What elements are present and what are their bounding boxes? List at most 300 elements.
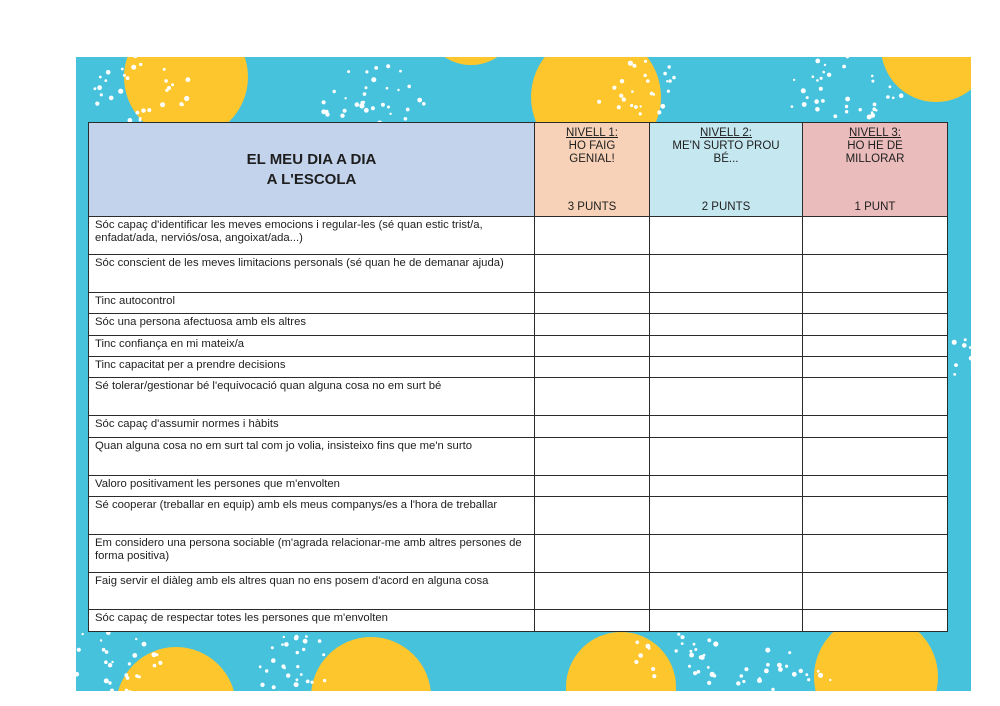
decor-dot [167,86,171,90]
decor-dot [634,660,638,664]
item-text: Sóc capaç de respectar totes les persones que m'envolten [89,610,535,632]
decor-dot [322,100,326,104]
decor-dot [845,105,848,108]
level-1-desc-2: GENIAL! [569,153,615,165]
decor-dot [829,679,831,681]
level-2-points: 2 PUNTS [701,201,751,213]
decor-dot [672,76,676,80]
decor-dot [707,638,711,642]
decor-dot [814,99,819,104]
decor-dot [954,363,958,367]
item-text: Faig servir el diàleg amb els altres quan no ens posem d'acord en alguna cosa [89,572,535,610]
decor-dot [136,111,140,115]
decor-dot [801,88,806,93]
decor-dot [632,64,636,68]
score-cell-level-1[interactable] [535,314,650,335]
level-2-header [650,123,803,217]
decor-dot [799,669,803,673]
decor-dot [104,660,108,664]
decor-dot [640,105,642,107]
decor-dot [634,105,638,109]
decor-dot [842,65,846,69]
decor-dot [889,85,892,88]
item-text: Sóc capaç d'assumir normes i hàbits [89,416,535,437]
decor-dot [302,648,305,651]
decor-dot [764,669,769,674]
decor-dot [305,635,308,638]
table-row [89,292,948,313]
decor-dot [644,74,647,77]
decor-dot [824,64,826,66]
decor-dot [792,672,797,677]
decor-dot [597,100,601,104]
decor-dot [281,643,284,646]
score-cell-level-3[interactable] [803,217,948,255]
decor-dot [693,643,696,646]
decor-dot [871,75,874,78]
decor-dot [871,80,874,83]
score-cell-level-3[interactable] [803,437,948,475]
decor-dot [815,59,820,64]
decor-dot [118,89,123,94]
score-cell-level-3[interactable] [803,292,948,313]
decor-dot [306,680,310,684]
decor-dot [899,93,904,98]
decor-dot [693,671,697,675]
decor-dot [846,57,850,58]
item-text: Sé cooperar (treballar en equip) amb els meus companys/es a l'hora de treballar [89,496,535,534]
decor-dot [381,103,385,107]
decor-dot [371,106,375,110]
score-cell-level-2[interactable] [650,378,803,416]
decor-dot [793,79,795,81]
decor-dot [131,65,136,70]
decor-dot [681,642,684,645]
decor-dot [296,665,299,668]
level-1-name: NIVELL 1: [566,127,618,139]
decor-dot [135,638,137,640]
decor-dot [126,76,130,80]
decor-dot [321,109,326,114]
score-cell-level-1[interactable] [535,356,650,377]
decor-dot [158,661,162,665]
self-assessment-table [88,122,948,632]
decor-dot [141,108,145,112]
level-2-desc-2: BÉ... [713,153,739,165]
level-3-points: 1 PUNT [854,201,896,213]
title-line-2: A L'ESCOLA [266,170,357,188]
decor-dot [631,90,634,93]
decor-dot [660,104,665,109]
decor-dot [105,650,109,654]
decor-dot [740,674,744,678]
decor-dot [657,110,661,114]
decor-dot [294,682,299,687]
item-text: Quan alguna cosa no em surt tal com jo volia, insisteixo fins que me'n surto [89,437,535,475]
score-cell-level-3[interactable] [803,335,948,356]
decor-dot [386,87,389,90]
decor-dot [160,102,165,107]
decor-dot [325,112,329,116]
score-cell-level-3[interactable] [803,572,948,610]
table-row [89,356,948,377]
decor-dot [666,80,668,82]
decor-dot [132,653,137,658]
score-cell-level-3[interactable] [803,254,948,292]
decor-dot [765,648,770,653]
item-text: Valoro positivament les persones que m'envolten [89,475,535,496]
decor-dot [663,72,667,76]
decor-dot [873,103,877,107]
decor-dot [677,633,680,636]
decor-dot [777,663,782,668]
decor-dot [845,97,850,102]
decor-dot [867,115,872,120]
score-cell-level-3[interactable] [803,496,948,534]
decor-dot [333,90,336,93]
score-cell-level-2[interactable] [650,496,803,534]
table-title [89,123,535,217]
decor-dot [713,641,718,646]
decor-dot [791,105,794,108]
decor-dot [422,102,426,106]
decor-dot [147,108,151,112]
decor-dot [805,673,808,676]
table-row [89,416,948,437]
decor-dot [365,86,368,89]
decor-dot [962,343,967,348]
level-1-points: 3 PUNTS [567,201,617,213]
decor-dot [128,662,131,665]
score-cell-level-2[interactable] [650,416,803,437]
decor-dot [819,87,823,91]
decor-dot [707,666,710,669]
decor-dot [323,679,326,682]
decor-dot [283,667,286,670]
decor-dot [771,688,774,691]
decor-dot [744,667,748,671]
score-cell-level-2[interactable] [650,217,803,255]
decor-dot [886,95,890,99]
decor-dot [892,97,895,100]
decor-dot [628,61,633,66]
decor-dot [322,653,325,656]
score-cell-level-1[interactable] [535,496,650,534]
table-row [89,610,948,632]
decor-dot [110,689,114,692]
decor-dot [419,99,422,102]
decor-dot [104,678,109,683]
score-cell-level-3[interactable] [803,475,948,496]
item-text: Sé tolerar/gestionar bé l'equivocació quan alguna cosa no em surt bé [89,378,535,416]
decor-dot [104,79,107,82]
decor-dot [139,63,142,66]
score-cell-level-3[interactable] [803,356,948,377]
score-cell-level-3[interactable] [803,314,948,335]
decor-dot [272,685,276,689]
decor-dot [359,103,364,108]
decor-dot [389,113,391,115]
decor-dot [318,639,322,643]
table-row [89,254,948,292]
level-1-desc-1: HO FAIG [568,140,616,152]
decor-dot [806,96,809,99]
score-cell-level-2[interactable] [650,335,803,356]
decor-dot [111,661,113,663]
decor-dot [259,665,262,668]
decor-dot [121,68,124,71]
decor-dot [108,663,112,667]
sun-circle [881,57,971,102]
decor-dot [651,667,655,671]
decor-dot [387,106,390,109]
decor-dot [652,93,655,96]
item-text: Tinc capacitat per a prendre decisions [89,356,535,377]
decor-dot [184,96,189,101]
decor-dot [638,653,643,658]
decor-dot [817,670,820,673]
sun-circle [423,57,519,65]
level-3-header [803,123,948,217]
sun-circle [566,632,676,691]
decor-dot [766,663,770,667]
decor-dot [364,108,369,113]
decor-dot [300,673,303,676]
decor-dot [713,674,716,677]
decor-dot [648,647,651,650]
decor-dot [164,79,168,83]
table-row [89,496,948,534]
level-3-name: NIVELL 3: [849,127,901,139]
decor-dot [355,102,360,107]
decor-dot [77,648,81,652]
decor-dot [186,77,191,82]
score-cell-level-2[interactable] [650,534,803,572]
decor-dot [644,60,647,63]
decor-dot [785,665,788,668]
decor-dot [758,677,761,680]
decor-dot [689,650,692,653]
decor-dot [163,68,166,71]
decor-dot [82,633,84,635]
decor-dot [694,648,697,651]
table-row [89,437,948,475]
decor-dot [374,66,378,70]
decor-dot [617,105,621,109]
level-3-desc-2: MILLORAR [845,153,905,165]
decor-dot [171,83,174,86]
score-cell-level-2[interactable] [650,437,803,475]
score-cell-level-3[interactable] [803,416,948,437]
score-cell-level-2[interactable] [650,572,803,610]
decor-dot [294,635,298,639]
decor-dot [668,65,671,68]
decor-dot [742,680,745,683]
decor-dot [137,676,139,678]
decor-dot [100,93,103,96]
score-cell-level-3[interactable] [803,534,948,572]
decor-dot [404,117,408,121]
decor-dot [94,87,97,90]
decor-dot [109,96,114,101]
decor-dot [871,111,874,114]
decor-dot [340,114,344,118]
decor-dot [347,70,350,73]
decor-dot [652,674,656,678]
decor-dot [969,346,971,349]
level-2-desc-1: ME'N SURTO PROU [672,140,780,152]
table-row [89,314,948,335]
decor-dot [822,71,825,74]
title-line-1: EL MEU DIA A DIA [246,150,377,168]
decor-dot [875,109,878,112]
decor-dot [778,667,783,672]
item-text: Sóc capaç d'identificar les meves emocions i regular-les (sé quan estic trist/a, enfadat/ada, nerviós/osa, angoixat/ada...) [89,217,535,255]
decor-dot [964,338,967,341]
table-row [89,475,948,496]
table-row [89,217,948,255]
item-text: Tinc confiança en mi mateix/a [89,335,535,356]
decor-dot [153,664,157,668]
score-cell-level-3[interactable] [803,378,948,416]
decor-dot [399,70,402,73]
decor-dot [700,655,705,660]
decor-dot [788,651,791,654]
decor-dot [406,108,410,112]
decor-dot [833,114,837,118]
decor-dot [283,636,285,638]
decor-dot [271,658,276,663]
decor-dot [667,90,670,93]
header-row [89,123,948,217]
decor-dot [689,653,694,658]
decor-dot [736,681,740,685]
score-cell-level-3[interactable] [803,610,948,632]
decor-dot [620,79,624,83]
decor-dot [707,681,711,685]
decor-dot [155,653,158,656]
decor-dot [265,669,268,672]
decor-dot [807,678,810,681]
decor-dot [344,97,346,99]
score-cell-level-1[interactable] [535,534,650,572]
decor-dot [639,112,642,115]
score-cell-level-2[interactable] [650,356,803,377]
item-text: Tinc autocontrol [89,292,535,313]
decor-dot [845,110,848,113]
decor-dot [386,64,390,68]
decor-dot [97,85,102,90]
score-cell-level-1[interactable] [535,292,650,313]
score-cell-level-2[interactable] [650,610,803,632]
decor-dot [407,85,411,89]
decor-dot [688,665,691,668]
table-row [89,572,948,610]
score-cell-level-1[interactable] [535,416,650,437]
score-cell-level-1[interactable] [535,335,650,356]
decor-dot [126,676,130,680]
decor-dot [303,639,308,644]
decor-dot [108,681,111,684]
decor-dot [271,646,274,649]
decor-dot [816,79,819,82]
decor-dot [859,108,862,111]
decor-dot [99,76,102,79]
decor-dot [142,642,147,647]
decor-dot [675,649,678,652]
score-cell-level-2[interactable] [650,314,803,335]
decor-dot [802,102,807,107]
score-cell-level-2[interactable] [650,292,803,313]
decor-dot [619,94,623,98]
item-text: Sóc conscient de les meves limitacions personals (sé quan he de demanar ajuda) [89,254,535,292]
decor-dot [100,639,102,641]
decor-dot [123,74,126,77]
decor-dot [296,651,299,654]
score-cell-level-1[interactable] [535,378,650,416]
score-cell-level-1[interactable] [535,610,650,632]
level-1-header [535,123,650,217]
sun-circle [311,637,431,691]
decor-dot [296,678,299,681]
decor-dot [812,75,815,78]
decor-dot [286,673,290,677]
score-cell-level-1[interactable] [535,254,650,292]
decor-dot [646,79,650,83]
decor-dot [76,672,79,677]
score-cell-level-2[interactable] [650,254,803,292]
decor-dot [371,77,376,82]
score-cell-level-1[interactable] [535,475,650,496]
decor-dot [95,102,99,106]
decor-dot [622,97,626,101]
table-row [89,335,948,356]
decor-dot [284,642,289,647]
decor-dot [821,99,825,103]
decor-dot [365,70,368,73]
table-row [89,378,948,416]
decor-dot [969,356,971,361]
table-row [89,534,948,572]
decor-dot [612,86,616,90]
decor-dot [953,373,956,376]
decor-dot [680,635,684,639]
decor-dot [827,73,831,77]
decor-dot [363,92,367,96]
decor-dot [820,77,823,80]
score-cell-level-1[interactable] [535,217,650,255]
decor-dot [630,104,633,107]
decor-dot [815,107,820,112]
item-text: Sóc una persona afectuosa amb els altres [89,314,535,335]
score-cell-level-2[interactable] [650,475,803,496]
decor-dot [668,79,671,82]
decor-dot [260,683,264,687]
item-text: Em considero una persona sociable (m'agrada relacionar-me amb altres persones de forma positiva) [89,534,535,572]
score-cell-level-1[interactable] [535,572,650,610]
level-3-desc-1: HO HE DE [847,140,903,152]
score-cell-level-1[interactable] [535,437,650,475]
decor-dot [106,70,111,75]
decor-dot [636,641,640,645]
decor-dot [181,103,184,106]
decor-dot [343,109,347,113]
decor-dot [952,340,957,345]
decor-dot [311,681,314,684]
decor-dot [818,673,823,678]
decor-dot [102,648,106,652]
level-2-name: NIVELL 2: [700,127,752,139]
